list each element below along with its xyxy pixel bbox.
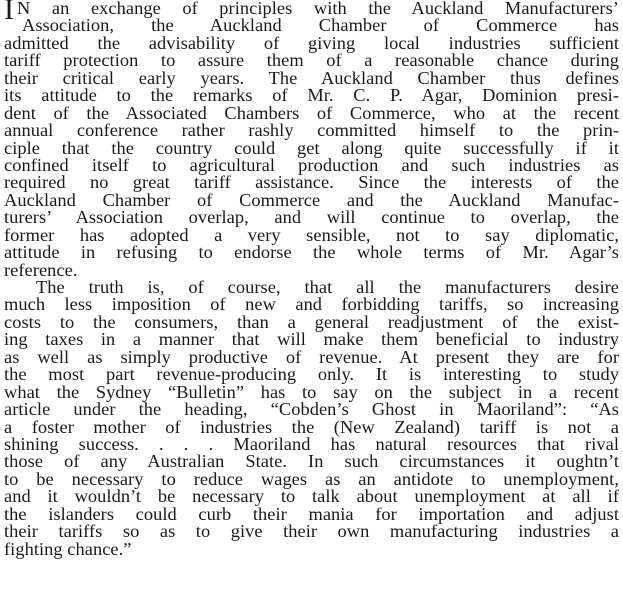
text-line: as well as simply productive of revenue. At present they are for <box>4 346 619 367</box>
text-line: and it wouldn’t be necessary to talk about unemployment at all if <box>4 486 619 507</box>
text-line: a foster mother of industries the (New Zealand) tariff is not a <box>4 416 619 437</box>
text-line: ciple that the country could get along quite successfully if it <box>4 137 619 158</box>
text-line: admitted the advisability of giving local industries sufficient <box>4 32 619 53</box>
text-line: Association, the Auckland Chamber of Commerce has <box>22 15 619 36</box>
text-line: its attitude to the remarks of Mr. C. P. Agar, Dominion presi- <box>4 85 619 106</box>
text-line: annual conference rather rashly committed himself to the prin- <box>4 120 619 141</box>
text-line: costs to the consumers, than a general readjustment of the exist- <box>4 311 619 332</box>
text-line: tariff protection to assure them of a reasonable chance during <box>4 50 619 71</box>
text-line: the most part revenue-producing only. It is interesting to study <box>4 364 619 385</box>
text-line: article under the heading, “Cobden’s Ghost in Maoriland”: “As <box>4 399 619 420</box>
text-line: turers’ Association overlap, and will continue to overlap, the <box>4 207 619 228</box>
text-line: The truth is, of course, that all the manufacturers desire <box>36 277 619 297</box>
text-line: dent of the Associated Chambers of Commerce, who at the recent <box>4 102 619 123</box>
text-line: required no great tariff assistance. Since the interests of the <box>4 172 619 193</box>
text-line: Auckland Chamber of Commerce and the Auckland Manufac- <box>4 189 619 210</box>
text-line: ing taxes in a manner that will make them beneficial to industry <box>4 329 619 350</box>
text-line: to be necessary to reduce wages as an antidote to unemployment, <box>4 468 619 489</box>
drop-cap: I <box>4 0 15 26</box>
text-line: former has adopted a very sensible, not to say diplomatic, <box>4 224 619 245</box>
text-line: the islanders could curb their mania for importation and adjust <box>4 503 619 524</box>
text-line: fighting chance.” <box>4 538 132 559</box>
text-line: their tariffs so as to give their own manufacturing industries a <box>4 521 619 542</box>
text-line: what the Sydney “Bulletin” has to say on the subject in a recent <box>4 381 619 402</box>
text-line: confined itself to agricultural production and such industries as <box>4 154 619 175</box>
article-text <box>4 0 619 558</box>
line-text: N an exchange of principles with the Auckland Manufacturers’ <box>17 0 619 18</box>
text-line: those of any Australian State. In such circumstances it oughtn’t <box>4 451 619 472</box>
text-line: attitude in refusing to endorse the whole terms of Mr. Agar’s <box>4 242 619 263</box>
text-line: shining success. . . . Maoriland has natural resources that rival <box>4 433 619 454</box>
text-line: reference. <box>4 259 78 280</box>
text-line: much less imposition of new and forbidding tariffs, so increasing <box>4 294 619 315</box>
text-line: their critical early years. The Auckland Chamber thus defines <box>4 67 619 88</box>
